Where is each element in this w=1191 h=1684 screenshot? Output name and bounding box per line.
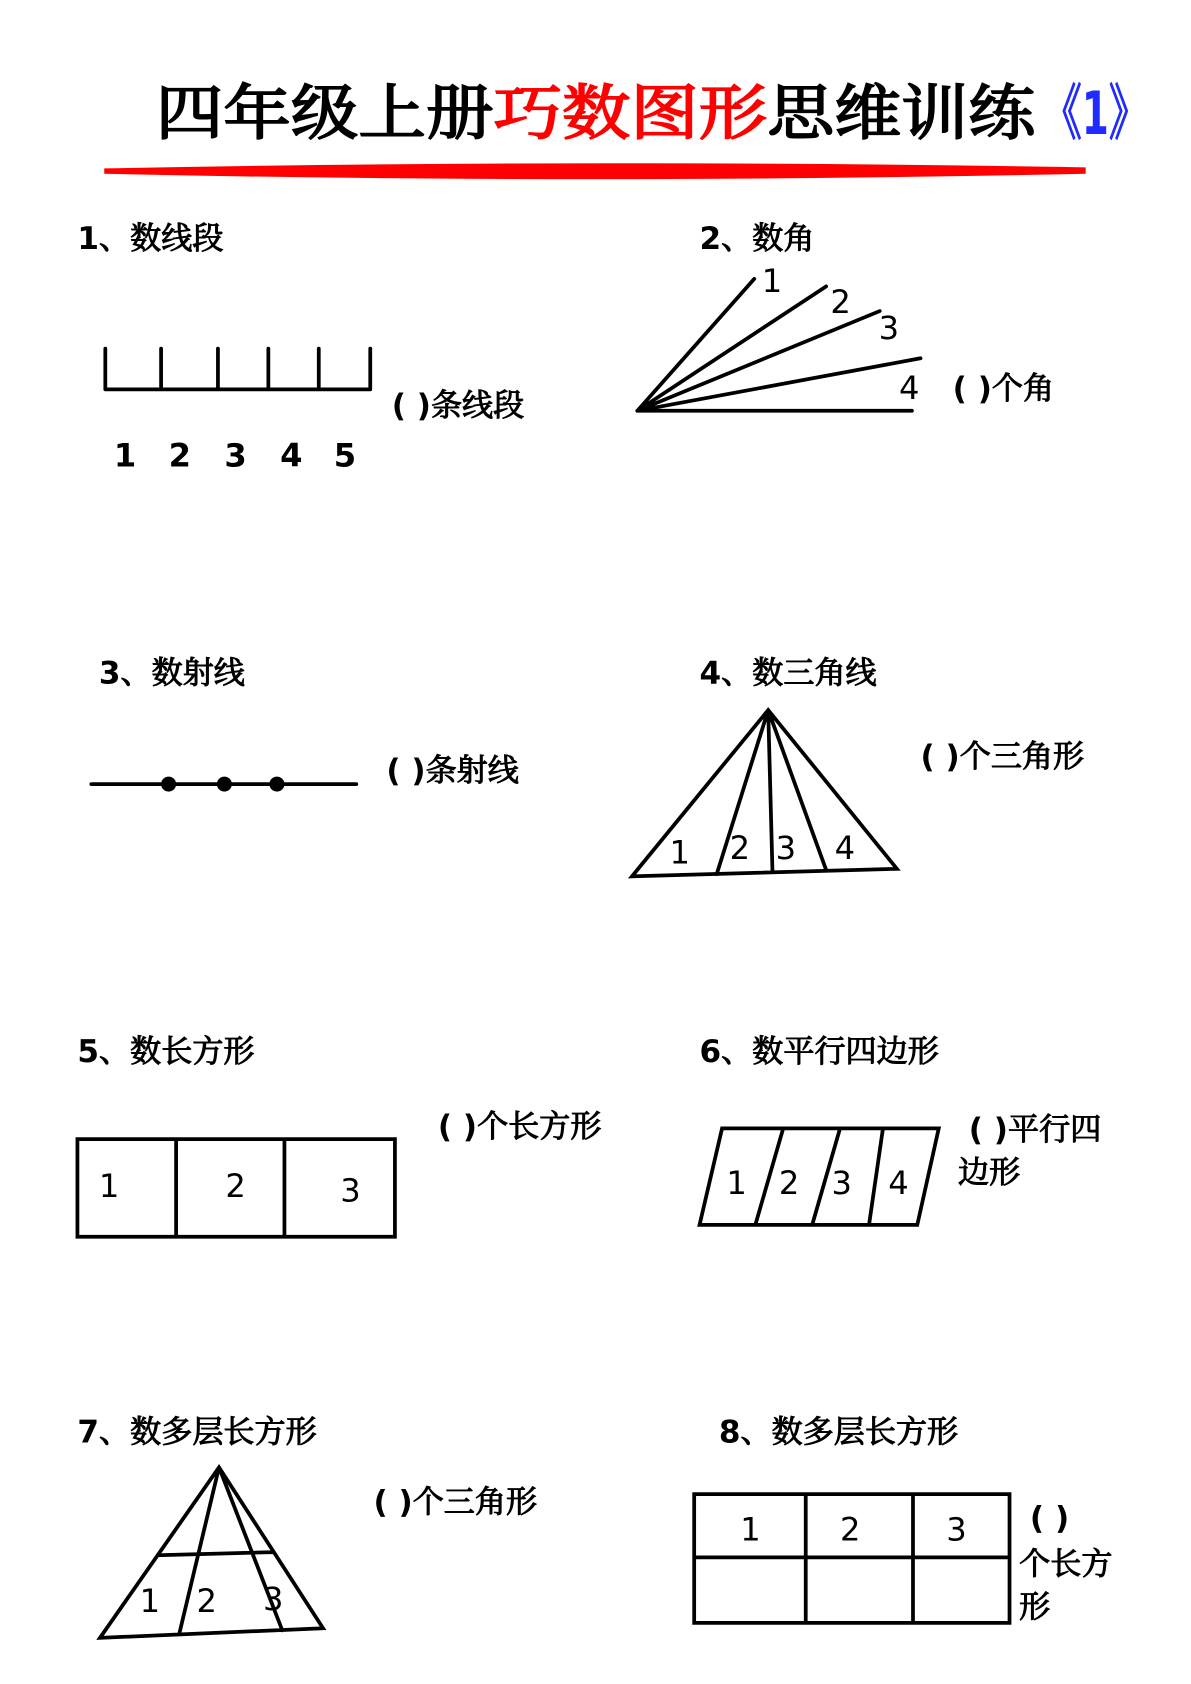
question-3 — [91, 655, 519, 791]
figure-number: 1 — [761, 261, 783, 300]
figure-number: 1 — [726, 1163, 747, 1202]
figure-number: 5 — [333, 436, 357, 475]
figure-number: 4 — [834, 829, 856, 868]
question-6 — [700, 1034, 1102, 1225]
point — [161, 777, 176, 792]
answer-text: 个长方 — [1019, 1546, 1113, 1583]
figure-number: 3 — [340, 1171, 361, 1210]
figure-number: 2 — [168, 436, 191, 475]
question-4 — [632, 655, 1085, 876]
answer-blank[interactable]: ( )条射线 — [386, 752, 519, 789]
figure-number: 4 — [888, 1163, 909, 1202]
answer-blank[interactable]: ( )个角 — [952, 371, 1055, 408]
answer-blank[interactable]: ( )个三角形 — [920, 738, 1085, 775]
question-1 — [77, 221, 524, 475]
question-label: 5、数长方形 — [77, 1033, 255, 1070]
figure-number: 1 — [669, 833, 690, 872]
figure-number: 3 — [946, 1510, 967, 1549]
answer-blank[interactable]: ( )条线段 — [391, 388, 525, 425]
question-2 — [637, 221, 1054, 411]
point — [217, 777, 232, 792]
question-label: 8、数多层长方形 — [718, 1414, 959, 1451]
title-part-black-2: 思维训练 — [767, 79, 1038, 150]
figure-number: 2 — [196, 1582, 217, 1621]
answer-text: 边形 — [958, 1155, 1021, 1192]
question-label: 1、数线段 — [77, 220, 224, 257]
point — [269, 777, 284, 792]
ray-figure — [91, 777, 356, 792]
figure-number: 2 — [729, 829, 751, 868]
page-title — [156, 79, 1148, 149]
answer-blank[interactable]: ( )平行四 — [968, 1112, 1102, 1149]
figure-number: 2 — [225, 1167, 246, 1206]
figure-number: 3 — [224, 436, 247, 475]
title-part-red: 巧数图形 — [493, 79, 768, 150]
figure-number: 1 — [98, 1167, 120, 1206]
answer-text: 形 — [1019, 1589, 1051, 1626]
figure-number: 3 — [775, 829, 797, 868]
figure-number: 1 — [113, 436, 137, 475]
answer-blank[interactable]: ( ) — [1029, 1500, 1070, 1537]
question-8 — [694, 1415, 1112, 1626]
question-label: 2、数角 — [699, 220, 815, 257]
figure-number: 4 — [280, 436, 303, 475]
figure-number: 2 — [830, 283, 851, 322]
title-number: 《1》 — [1042, 79, 1148, 150]
figure-number: 4 — [899, 369, 920, 408]
figure-number: 3 — [831, 1163, 852, 1202]
question-7 — [77, 1415, 538, 1638]
figure-number: 3 — [262, 1579, 284, 1618]
question-label: 4、数三角线 — [699, 655, 877, 692]
line-segment-figure — [105, 349, 370, 390]
figure-number: 2 — [840, 1510, 861, 1549]
title-part-black: 四年级上册 — [155, 79, 494, 150]
question-5 — [77, 1034, 602, 1237]
figure-number: 2 — [778, 1163, 800, 1202]
question-label: 7、数多层长方形 — [77, 1414, 317, 1451]
figure-number: 1 — [740, 1510, 761, 1549]
answer-blank[interactable]: ( )个长方形 — [437, 1108, 602, 1145]
figure-number: 3 — [878, 308, 900, 347]
answer-blank[interactable]: ( )个三角形 — [373, 1484, 538, 1521]
question-label: 3、数射线 — [98, 655, 245, 692]
figure-number: 1 — [139, 1582, 161, 1621]
title-underline — [104, 163, 1085, 179]
question-label: 6、数平行四边形 — [699, 1033, 939, 1070]
